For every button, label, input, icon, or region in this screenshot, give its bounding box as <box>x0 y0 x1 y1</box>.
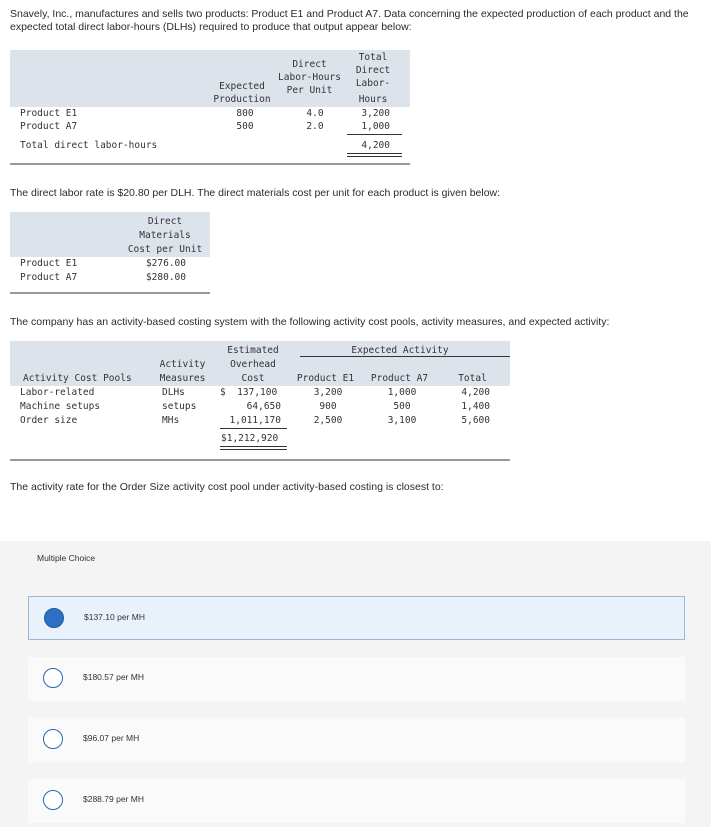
choice-option-3[interactable] <box>28 718 685 762</box>
header-dlh-line2: Labor-Hours <box>278 72 341 83</box>
header-expected: Expected <box>219 81 265 92</box>
abc-paragraph: The company has an activity-based costing system with the following activity cost pools, activity measures, and expected activity: <box>10 316 610 328</box>
choice-option-1[interactable] <box>28 596 685 640</box>
choice-option-3-text: $96.07 per MH <box>83 733 140 743</box>
header-estimated: Estimated <box>227 345 279 356</box>
cell-labor-cost: $ 137,100 <box>220 387 278 398</box>
cell-setups-e1: 900 <box>319 401 337 412</box>
header-measures: Measures <box>159 373 206 384</box>
header-dlh-line3: Per Unit <box>286 85 333 96</box>
materials-table <box>10 212 210 296</box>
row-label-a7: Product A7 <box>20 272 78 283</box>
header-overhead: Overhead <box>230 359 276 370</box>
header-materials: Materials <box>139 230 191 241</box>
header-total-line1: Total <box>358 52 388 63</box>
cell-e1-per-unit: 4.0 <box>306 108 324 119</box>
cell-a7-total: 1,000 <box>361 121 390 132</box>
header-total-line3: Labor- <box>355 78 391 89</box>
table-bottom-rule <box>10 163 410 165</box>
cell-labor-e1: 3,200 <box>313 387 343 398</box>
table-bottom-rule <box>10 459 510 461</box>
cost-subtotal-rule <box>220 428 287 429</box>
row-measure-dlhs: DLHs <box>162 387 185 398</box>
cell-order-size-cost: 1,011,170 <box>229 415 281 426</box>
header-direct: Direct <box>147 216 183 227</box>
choice-option-2[interactable] <box>28 657 685 701</box>
cell-a7-production: 500 <box>236 121 254 132</box>
header-product-a7: Product A7 <box>370 373 429 384</box>
header-cost-per-unit: Cost per Unit <box>127 244 203 255</box>
header-expected-activity: Expected Activity <box>351 345 449 356</box>
row-measure-mhs: MHs <box>162 415 180 426</box>
activity-table <box>10 341 510 463</box>
choice-option-4[interactable] <box>28 779 685 823</box>
total-dlh-value: 4,200 <box>361 140 390 151</box>
header-total-line4: Hours <box>358 94 388 105</box>
header-activity-cost-pools: Activity Cost Pools <box>23 373 132 384</box>
multiple-choice-label: Multiple Choice <box>37 553 96 563</box>
header-total-line2: Direct <box>355 65 391 76</box>
expected-activity-rule <box>300 356 510 357</box>
row-pool-order-size: Order size <box>20 415 78 426</box>
row-label-e1: Product E1 <box>20 108 78 119</box>
cell-order-size-e1: 2,500 <box>313 415 343 426</box>
choice-option-2-text: $180.57 per MH <box>83 672 144 682</box>
radio-empty-icon[interactable] <box>43 729 63 749</box>
cell-labor-total: 4,200 <box>461 387 490 398</box>
labor-rate-paragraph: The direct labor rate is $20.80 per DLH. The direct materials cost per unit for each product is given below: <box>10 187 501 199</box>
choice-option-1-text: $137.10 per MH <box>84 612 145 622</box>
cell-setups-cost: 64,650 <box>246 401 281 412</box>
total-label: Total direct labor-hours <box>20 140 158 151</box>
row-pool-labor: Labor-related <box>20 387 95 398</box>
cost-total-double-rule <box>220 446 287 450</box>
header-dlh-line1: Direct <box>292 59 327 70</box>
table-bottom-rule <box>10 292 210 294</box>
total-overhead-cost: $1,212,920 <box>221 433 279 444</box>
row-label-e1: Product E1 <box>20 258 78 269</box>
cell-e1-production: 800 <box>236 108 254 119</box>
cell-setups-a7: 500 <box>393 401 411 412</box>
subtotal-rule <box>347 134 402 135</box>
row-measure-setups: setups <box>162 401 197 412</box>
production-table <box>10 50 410 165</box>
row-pool-setups: Machine setups <box>20 401 101 412</box>
header-activity: Activity <box>159 359 206 370</box>
header-production: Production <box>213 94 271 105</box>
header-product-e1: Product E1 <box>296 373 355 384</box>
cell-a7-materials: $280.00 <box>145 272 186 283</box>
total-double-rule <box>347 153 402 157</box>
cell-order-size-a7: 3,100 <box>387 415 417 426</box>
cell-labor-a7: 1,000 <box>387 387 417 398</box>
intro-paragraph: Snavely, Inc., manufactures and sells two products: Product E1 and Product A7. Data concerning the expected production of each product and the expected total direct labor-hours (DLHs) required to produce that output appear below: <box>10 8 689 33</box>
question-text: The activity rate for the Order Size activity cost pool under activity-based costing is closest to: <box>10 481 444 493</box>
header-cost: Cost <box>241 373 265 384</box>
header-total: Total <box>458 373 487 384</box>
cell-e1-total: 3,200 <box>361 108 390 119</box>
cell-e1-materials: $276.00 <box>145 258 186 269</box>
cell-a7-per-unit: 2.0 <box>306 121 324 132</box>
cell-order-size-total: 5,600 <box>461 415 490 426</box>
cell-setups-total: 1,400 <box>461 401 490 412</box>
radio-selected-icon[interactable] <box>44 608 64 628</box>
radio-empty-icon[interactable] <box>43 668 63 688</box>
row-label-a7: Product A7 <box>20 121 78 132</box>
choice-option-4-text: $288.79 per MH <box>83 794 144 804</box>
radio-empty-icon[interactable] <box>43 790 63 810</box>
